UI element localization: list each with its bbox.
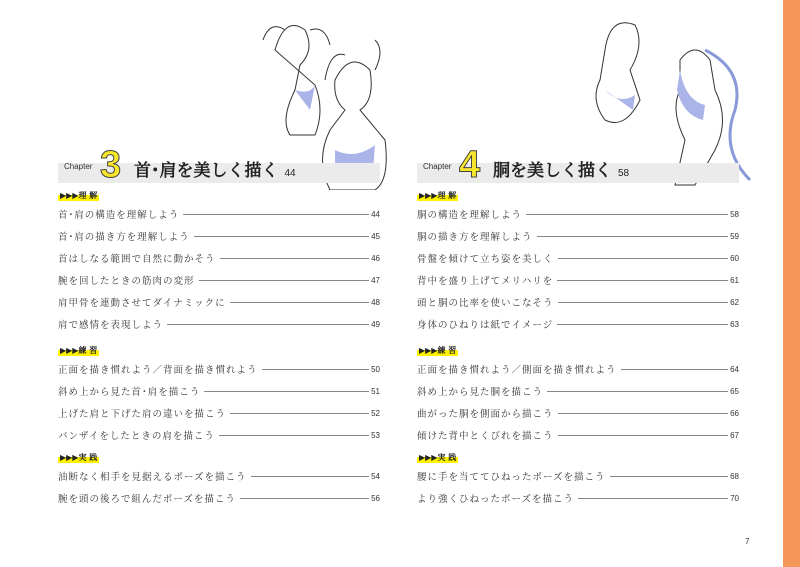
leader-line: [262, 369, 370, 370]
leader-line: [220, 258, 370, 259]
chapter-title-text: 胴を美しく描く: [493, 161, 612, 181]
entry-page: 66: [730, 408, 739, 418]
entry-page: 53: [371, 430, 380, 440]
leader-line: [204, 391, 369, 392]
toc-entry[interactable]: [417, 491, 739, 505]
chapter-title: [493, 156, 629, 181]
chapter-title: [134, 156, 296, 181]
chapter-page: 44: [284, 168, 296, 179]
toc-entry[interactable]: [58, 251, 380, 265]
toc-entry[interactable]: [417, 406, 739, 420]
entry-page: 68: [730, 471, 739, 481]
toc-entry[interactable]: [417, 384, 739, 398]
entry-page: 67: [730, 430, 739, 440]
leader-line: [167, 324, 369, 325]
entry-page: 59: [730, 231, 739, 241]
page-number: 7: [745, 537, 750, 546]
entry-title: 斜め上から見た胴を描こう: [417, 387, 544, 398]
leader-line: [610, 476, 729, 477]
entry-title: 傾けた背中とくびれを描こう: [417, 431, 554, 442]
leader-line: [526, 214, 728, 215]
entry-page: 51: [371, 386, 380, 396]
leader-line: [219, 435, 369, 436]
toc-entry[interactable]: [58, 273, 380, 287]
entry-title: 肩で感情を表現しよう: [58, 320, 164, 331]
entry-page: 52: [371, 408, 380, 418]
leader-line: [194, 236, 369, 237]
leader-line: [578, 498, 728, 499]
entry-page: 45: [371, 231, 380, 241]
entry-page: 63: [730, 319, 739, 329]
entry-page: 70: [730, 493, 739, 503]
section-heading: ▶▶▶実 践: [60, 453, 98, 462]
chapter-label: Chapter: [64, 162, 93, 171]
entry-title: 肩甲骨を連動させてダイナミックに: [58, 298, 226, 309]
section-heading: ▶▶▶練 習: [419, 346, 457, 355]
leader-line: [537, 236, 729, 237]
leader-line: [558, 435, 729, 436]
entry-title: 曲がった胴を側面から描こう: [417, 409, 554, 420]
toc-entry[interactable]: [58, 406, 380, 420]
leader-line: [558, 258, 729, 259]
leader-line: [183, 214, 369, 215]
entry-page: 49: [371, 319, 380, 329]
toc-entry[interactable]: [58, 428, 380, 442]
entry-page: 65: [730, 386, 739, 396]
entry-title: 油断なく相手を見据えるポーズを描こう: [58, 472, 247, 483]
toc-entry[interactable]: [417, 273, 739, 287]
entry-title: 胴の構造を理解しよう: [417, 210, 523, 221]
chapter-number: 3: [100, 144, 122, 186]
toc-entry[interactable]: [417, 317, 739, 331]
entry-page: 61: [730, 275, 739, 285]
toc-entry[interactable]: [417, 251, 739, 265]
entry-page: 54: [371, 471, 380, 481]
entry-title: より強くひねったポーズを描こう: [417, 494, 575, 505]
entry-page: 62: [730, 297, 739, 307]
chapter-header: [58, 144, 380, 188]
section-heading: ▶▶▶理 解: [60, 191, 98, 200]
toc-entry[interactable]: [58, 362, 380, 376]
toc-entry[interactable]: [417, 295, 739, 309]
toc-entry[interactable]: [58, 207, 380, 221]
entry-title: 骨盤を傾けて立ち姿を美しく: [417, 254, 554, 265]
leader-line: [230, 413, 369, 414]
leader-line: [558, 413, 729, 414]
toc-entry[interactable]: [417, 362, 739, 376]
section-heading: ▶▶▶実 践: [419, 453, 457, 462]
toc-entry[interactable]: [58, 384, 380, 398]
entry-title: 正面を描き慣れよう／側面を描き慣れよう: [417, 365, 617, 376]
entry-title: 首･肩の構造を理解しよう: [58, 210, 180, 221]
toc-entry[interactable]: [58, 317, 380, 331]
chapter-title-text: 首･肩を美しく描く: [134, 161, 279, 181]
entry-page: 48: [371, 297, 380, 307]
leader-line: [557, 324, 728, 325]
toc-entry[interactable]: [417, 469, 739, 483]
entry-page: 44: [371, 209, 380, 219]
chapter-number: 4: [459, 144, 481, 186]
entry-title: 正面を描き慣れよう／背面を描き慣れよう: [58, 365, 258, 376]
entry-title: 腰に手を当ててひねったポーズを描こう: [417, 472, 606, 483]
entry-page: 58: [730, 209, 739, 219]
edge-tab-stripe: [783, 0, 800, 567]
toc-entry[interactable]: [417, 207, 739, 221]
leader-line: [199, 280, 370, 281]
chapter-label: Chapter: [423, 162, 452, 171]
leader-line: [230, 302, 369, 303]
entry-page: 46: [371, 253, 380, 263]
entry-page: 56: [371, 493, 380, 503]
entry-title: 首はしなる範囲で自然に動かそう: [58, 254, 216, 265]
leader-line: [558, 302, 729, 303]
entry-title: 腕を回したときの筋肉の変形: [58, 276, 195, 287]
entry-title: バンザイをしたときの肩を描こう: [58, 431, 215, 442]
entry-page: 64: [730, 364, 739, 374]
chapter-header: [417, 144, 739, 188]
entry-title: 胴の描き方を理解しよう: [417, 232, 533, 243]
leader-line: [547, 391, 728, 392]
toc-entry[interactable]: [417, 428, 739, 442]
toc-entry[interactable]: [58, 469, 380, 483]
leader-line: [251, 476, 370, 477]
section-heading: ▶▶▶練 習: [60, 346, 98, 355]
entry-page: 50: [371, 364, 380, 374]
entry-title: 上げた肩と下げた肩の違いを描こう: [58, 409, 227, 420]
entry-page: 60: [730, 253, 739, 263]
leader-line: [557, 280, 728, 281]
entry-title: 首･肩の描き方を理解しよう: [58, 232, 190, 243]
entry-title: 斜め上から見た首･肩を描こう: [58, 387, 201, 398]
toc-entry[interactable]: [417, 229, 739, 243]
leader-line: [621, 369, 729, 370]
toc-entry[interactable]: [58, 229, 380, 243]
toc-entry[interactable]: [58, 295, 380, 309]
entry-page: 47: [371, 275, 380, 285]
entry-title: 身体のひねりは紙でイメージ: [417, 320, 554, 331]
entry-title: 腕を頭の後ろで組んだポーズを描こう: [58, 494, 236, 505]
chapter-page: 58: [618, 168, 630, 179]
entry-title: 頭と胴の比率を使いこなそう: [417, 298, 554, 309]
leader-line: [240, 498, 369, 499]
section-heading: ▶▶▶理 解: [419, 191, 457, 200]
entry-title: 背中を盛り上げてメリハリを: [417, 276, 554, 287]
toc-entry[interactable]: [58, 491, 380, 505]
